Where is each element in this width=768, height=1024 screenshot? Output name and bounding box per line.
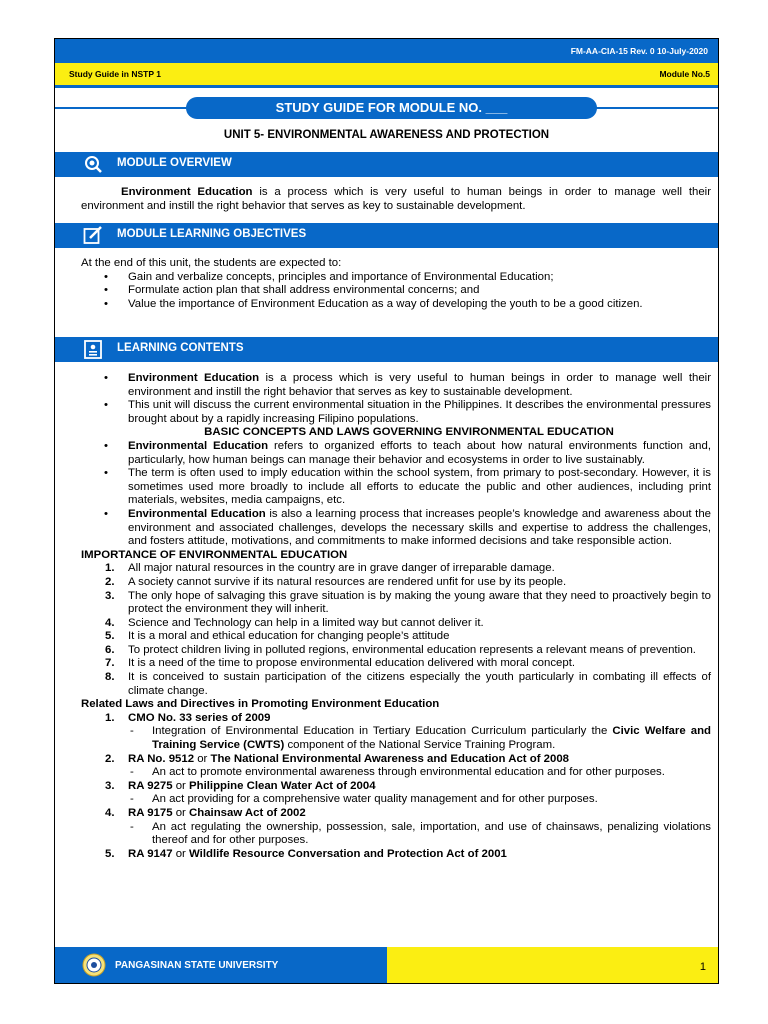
list-item: 2. A society cannot survive if its natural resources are rendered unfit for use by its people. [105, 575, 567, 588]
law-description: - An act to promote environmental awareness through environmental education and for other purposes. [81, 766, 711, 780]
laws-heading: Related Laws and Directives in Promoting Environment Education [81, 698, 440, 711]
page-frame [54, 38, 719, 984]
section-title: LEARNING CONTENTS [117, 342, 244, 354]
list-item: • Value the importance of Environment Education as a way of developing the youth to be a good citizen. [81, 298, 711, 312]
list-item: • Formulate action plan that shall address environmental concerns; and [81, 284, 711, 298]
objectives-block [81, 257, 711, 311]
objectives-intro: At the end of this unit, the students are expected to: [81, 257, 342, 269]
page-title: STUDY GUIDE FOR MODULE NO. ___ [186, 97, 597, 119]
university-seal-icon [82, 953, 106, 977]
overview-paragraph: Environment Education is a process which is very useful to human beings in order to manage well their environment and instill the right behavior that serves as key to sustainable development. [81, 186, 712, 212]
law-description: - Integration of Environmental Education in Tertiary Education Curriculum particularly the Civic Welfare and Training Service (CWTS) component of the National Service Training Program. [81, 725, 711, 752]
list-item: • Environmental Education refers to organized efforts to teach about how natural environments function and, particularly, how human beings can manage their behavior and ecosystems in order to live sustainably. [81, 440, 711, 467]
list-item: 7. It is a need of the time to propose environmental education delivered with moral concept. [105, 657, 576, 670]
list-item: • Gain and verbalize concepts, principles and importance of Environmental Education; [81, 271, 711, 285]
footer-university [55, 947, 387, 983]
list-item: 4. Science and Technology can help in a limited way but cannot deliver it. [105, 616, 484, 629]
law-item: 5. RA 9147 or Wildlife Resource Conversation and Protection Act of 2001 [105, 847, 507, 860]
module-bar [55, 63, 718, 85]
section-title: MODULE OVERVIEW [117, 157, 232, 169]
list-item: 6. To protect children living in polluted regions, environmental education represents a relevant means of prevention. [105, 643, 696, 656]
list-item: • The term is often used to imply education within the school system, from primary to post-secondary. However, it is sometimes used more broadly to include all efforts to educate the public and other audiences, including print materials, websites, media campaigns, etc. [81, 467, 711, 508]
magnifier-icon [83, 155, 103, 174]
importance-heading: IMPORTANCE OF ENVIRONMENTAL EDUCATION [81, 548, 348, 561]
section-learning-objectives [55, 223, 718, 248]
law-description: - An act regulating the ownership, possession, sale, importation, and use of chainsaws, penalizing violations thereof and for other purposes. [81, 821, 711, 848]
law-item: 4. RA 9175 or Chainsaw Act of 2002 [105, 807, 306, 819]
law-description: - An act providing for a comprehensive water quality management and for other purposes. [81, 793, 711, 807]
list-item: 8. It is conceived to sustain participation of the citizens especially the youth particularly in combating ill effects of climate change. [105, 671, 711, 697]
subheading: BASIC CONCEPTS AND LAWS GOVERNING ENVIRONMENTAL EDUCATION [204, 426, 614, 439]
law-item: 3. RA 9275 or Philippine Clean Water Act of 2004 [105, 779, 376, 792]
list-item: • This unit will discuss the current environmental situation in the Philippines. It describes the environmental pressures brought about by a rapidly increasing Filipino populations. [81, 399, 711, 426]
list-item: • Environment Education is a process which is very useful to human beings in order to manage well their environment and instill the right behavior that serves as key to sustainable development. [81, 372, 711, 399]
list-item: 5. It is a moral and ethical education for changing people’s attitude [105, 630, 450, 643]
section-title: MODULE LEARNING OBJECTIVES [117, 228, 307, 240]
pencil-edit-icon [83, 226, 103, 245]
learning-contents-body [81, 372, 711, 861]
university-name: PANGASINAN STATE UNIVERSITY [115, 960, 279, 971]
divider [55, 85, 718, 88]
module-number: Module No.5 [659, 69, 710, 79]
page-footer [55, 947, 718, 983]
list-item: 1. All major natural resources in the country are in grave danger of irreparable damage. [105, 562, 555, 575]
section-learning-contents [55, 337, 718, 362]
law-item: 1. CMO No. 33 series of 2009 [105, 711, 271, 724]
form-code: FM-AA-CIA-15 Rev. 0 10-July-2020 [55, 39, 718, 63]
section-module-overview [55, 152, 718, 177]
subject-label: Study Guide in NSTP 1 [69, 69, 161, 79]
list-item: 3. The only hope of salvaging this grave situation is by making the young aware that they need to proactively begin to protect the environment they will inherit. [105, 589, 711, 616]
document-icon [83, 340, 103, 359]
page-number: 1 [387, 947, 718, 983]
law-item: 2. RA No. 9512 or The National Environmental Awareness and Education Act of 2008 [105, 752, 569, 765]
unit-title: UNIT 5- ENVIRONMENTAL AWARENESS AND PROTECTION [223, 129, 550, 141]
list-item: • Environmental Education is also a learning process that increases people’s knowledge and awareness about the environment and associated challenges, develops the necessary skills and expertise to address the challenges, and fosters attitude, motivations, and commitments to make informed decisions and take responsible action. [81, 508, 711, 549]
